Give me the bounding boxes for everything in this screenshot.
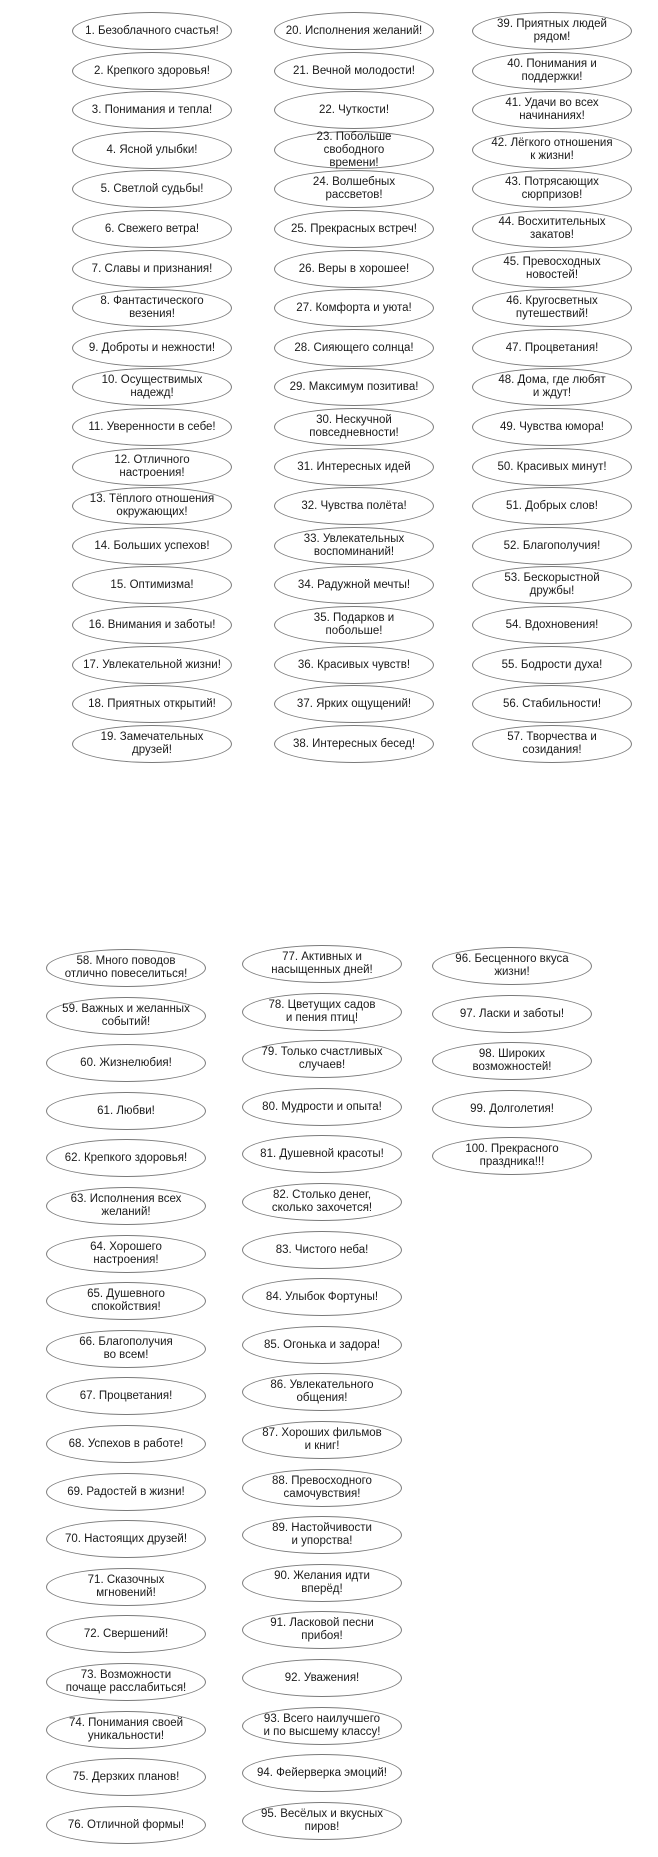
wish-item-99: 99. Долголетия! <box>432 1090 592 1128</box>
wish-item-16: 16. Внимания и заботы! <box>72 606 232 644</box>
wish-item-94: 94. Фейерверка эмоций! <box>242 1754 402 1792</box>
wish-item-29: 29. Максимум позитива! <box>274 368 434 406</box>
wish-item-41: 41. Удачи во всех начинаниях! <box>472 91 632 129</box>
wish-item-5: 5. Светлой судьбы! <box>72 170 232 208</box>
wish-item-74: 74. Понимания своей уникальности! <box>46 1711 206 1749</box>
wish-item-24: 24. Волшебных рассветов! <box>274 170 434 208</box>
wish-item-38: 38. Интересных бесед! <box>274 725 434 763</box>
wish-item-97: 97. Ласки и заботы! <box>432 995 592 1033</box>
wish-item-23: 23. Побольше свободного времени! <box>274 131 434 169</box>
wish-item-78: 78. Цветущих садов и пения птиц! <box>242 993 402 1031</box>
wish-item-28: 28. Сияющего солнца! <box>274 329 434 367</box>
wish-item-45: 45. Превосходных новостей! <box>472 250 632 288</box>
wish-item-1: 1. Безоблачного счастья! <box>72 12 232 50</box>
wish-item-63: 63. Исполнения всех желаний! <box>46 1187 206 1225</box>
wish-item-13: 13. Тёплого отношения окружающих! <box>72 487 232 525</box>
wish-item-86: 86. Увлекательного общения! <box>242 1373 402 1411</box>
wish-item-51: 51. Добрых слов! <box>472 487 632 525</box>
wish-item-8: 8. Фантастического везения! <box>72 289 232 327</box>
wish-item-96: 96. Бесценного вкуса жизни! <box>432 947 592 985</box>
wish-item-61: 61. Любви! <box>46 1092 206 1130</box>
wish-item-66: 66. Благополучия во всем! <box>46 1330 206 1368</box>
wish-item-47: 47. Процветания! <box>472 329 632 367</box>
wish-item-69: 69. Радостей в жизни! <box>46 1473 206 1511</box>
wish-item-19: 19. Замечательных друзей! <box>72 725 232 763</box>
wish-item-36: 36. Красивых чувств! <box>274 646 434 684</box>
wish-item-54: 54. Вдохновения! <box>472 606 632 644</box>
wish-item-72: 72. Свершений! <box>46 1615 206 1653</box>
wish-item-64: 64. Хорошего настроения! <box>46 1235 206 1273</box>
wish-item-80: 80. Мудрости и опыта! <box>242 1088 402 1126</box>
wish-item-84: 84. Улыбок Фортуны! <box>242 1278 402 1316</box>
wish-item-43: 43. Потрясающих сюрпризов! <box>472 170 632 208</box>
wish-item-33: 33. Увлекательных воспоминаний! <box>274 527 434 565</box>
wish-item-53: 53. Бескорыстной дружбы! <box>472 566 632 604</box>
wish-item-73: 73. Возможности почаще расслабиться! <box>46 1663 206 1701</box>
wish-item-58: 58. Много поводов отлично повеселиться! <box>46 949 206 987</box>
wish-item-92: 92. Уважения! <box>242 1659 402 1697</box>
wish-item-57: 57. Творчества и созидания! <box>472 725 632 763</box>
wish-item-25: 25. Прекрасных встреч! <box>274 210 434 248</box>
wish-item-71: 71. Сказочных мгновений! <box>46 1568 206 1606</box>
wish-item-26: 26. Веры в хорошее! <box>274 250 434 288</box>
wish-item-55: 55. Бодрости духа! <box>472 646 632 684</box>
wish-item-62: 62. Крепкого здоровья! <box>46 1139 206 1177</box>
wish-item-4: 4. Ясной улыбки! <box>72 131 232 169</box>
wish-item-56: 56. Стабильности! <box>472 685 632 723</box>
wish-item-60: 60. Жизнелюбия! <box>46 1044 206 1082</box>
wish-item-65: 65. Душевного спокойствия! <box>46 1282 206 1320</box>
wish-item-40: 40. Понимания и поддержки! <box>472 52 632 90</box>
wish-item-20: 20. Исполнения желаний! <box>274 12 434 50</box>
wish-item-34: 34. Радужной мечты! <box>274 566 434 604</box>
wish-item-35: 35. Подарков и побольше! <box>274 606 434 644</box>
wish-item-90: 90. Желания идти вперёд! <box>242 1564 402 1602</box>
wish-item-83: 83. Чистого неба! <box>242 1231 402 1269</box>
wish-item-21: 21. Вечной молодости! <box>274 52 434 90</box>
wish-item-82: 82. Столько денег, сколько захочется! <box>242 1183 402 1221</box>
wish-item-76: 76. Отличной формы! <box>46 1806 206 1844</box>
wish-item-68: 68. Успехов в работе! <box>46 1425 206 1463</box>
wish-item-27: 27. Комфорта и уюта! <box>274 289 434 327</box>
wish-item-14: 14. Больших успехов! <box>72 527 232 565</box>
wish-item-70: 70. Настоящих друзей! <box>46 1520 206 1558</box>
wish-item-75: 75. Дерзких планов! <box>46 1758 206 1796</box>
wish-item-11: 11. Уверенности в себе! <box>72 408 232 446</box>
wish-item-44: 44. Восхитительных закатов! <box>472 210 632 248</box>
wish-item-67: 67. Процветания! <box>46 1377 206 1415</box>
wish-item-7: 7. Славы и признания! <box>72 250 232 288</box>
wish-item-37: 37. Ярких ощущений! <box>274 685 434 723</box>
wish-item-50: 50. Красивых минут! <box>472 448 632 486</box>
wish-item-98: 98. Широких возможностей! <box>432 1042 592 1080</box>
wish-item-42: 42. Лёгкого отношения к жизни! <box>472 131 632 169</box>
wish-item-6: 6. Свежего ветра! <box>72 210 232 248</box>
wish-item-93: 93. Всего наилучшего и по высшему классу! <box>242 1707 402 1745</box>
wish-item-2: 2. Крепкого здоровья! <box>72 52 232 90</box>
wish-item-79: 79. Только счастливых случаев! <box>242 1040 402 1078</box>
wish-item-30: 30. Нескучной повседневности! <box>274 408 434 446</box>
wish-item-100: 100. Прекрасного праздника!!! <box>432 1137 592 1175</box>
wish-item-95: 95. Весёлых и вкусных пиров! <box>242 1802 402 1840</box>
wish-item-77: 77. Активных и насыщенных дней! <box>242 945 402 983</box>
wish-item-59: 59. Важных и желанных событий! <box>46 997 206 1035</box>
wish-item-22: 22. Чуткости! <box>274 91 434 129</box>
wish-item-87: 87. Хороших фильмов и книг! <box>242 1421 402 1459</box>
wish-item-89: 89. Настойчивости и упорства! <box>242 1516 402 1554</box>
wish-item-15: 15. Оптимизма! <box>72 566 232 604</box>
wish-item-81: 81. Душевной красоты! <box>242 1135 402 1173</box>
wish-item-46: 46. Кругосветных путешествий! <box>472 289 632 327</box>
wish-item-9: 9. Доброты и нежности! <box>72 329 232 367</box>
wish-item-49: 49. Чувства юмора! <box>472 408 632 446</box>
wish-item-17: 17. Увлекательной жизни! <box>72 646 232 684</box>
wish-item-12: 12. Отличного настроения! <box>72 448 232 486</box>
wish-item-52: 52. Благополучия! <box>472 527 632 565</box>
wish-item-3: 3. Понимания и тепла! <box>72 91 232 129</box>
wish-item-31: 31. Интересных идей <box>274 448 434 486</box>
wish-item-10: 10. Осуществимых надежд! <box>72 368 232 406</box>
wish-item-39: 39. Приятных людей рядом! <box>472 12 632 50</box>
wish-item-85: 85. Огонька и задора! <box>242 1326 402 1364</box>
wish-item-91: 91. Ласковой песни прибоя! <box>242 1611 402 1649</box>
wish-item-88: 88. Превосходного самочувствия! <box>242 1469 402 1507</box>
wish-item-32: 32. Чувства полёта! <box>274 487 434 525</box>
wish-item-48: 48. Дома, где любят и ждут! <box>472 368 632 406</box>
wish-item-18: 18. Приятных открытий! <box>72 685 232 723</box>
